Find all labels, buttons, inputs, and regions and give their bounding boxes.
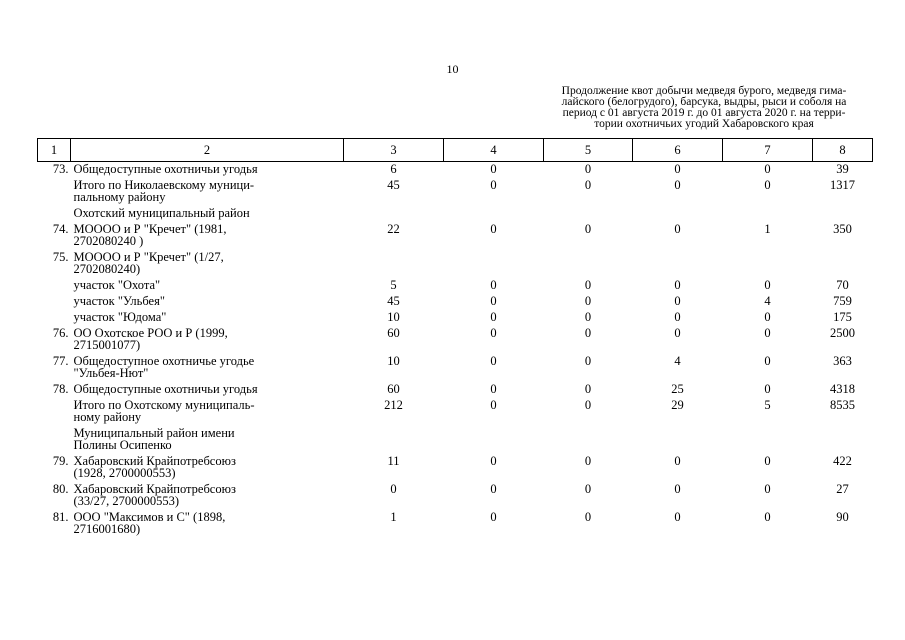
area-name: Муниципальный район имени Полины Осипенко: [73, 426, 235, 452]
area-name: Общедоступные охотничьи угодья: [73, 162, 258, 176]
table-row: [38, 510, 873, 538]
col-5-value: 0: [584, 510, 592, 524]
col-6-value: [633, 250, 723, 278]
col-8-value: 2500: [830, 326, 855, 340]
table-row: [38, 326, 873, 354]
col-6-value: 0: [674, 482, 681, 496]
area-name: ОО Охотское РОО и Р (1999, 2715001077): [73, 326, 228, 352]
col-7-value: [723, 206, 813, 222]
col-3-value: 10: [387, 354, 400, 368]
col-8-value: [813, 250, 873, 278]
row-number: 73.: [52, 162, 69, 176]
col-6-value: 25: [671, 382, 684, 396]
col-4-value: [444, 426, 544, 454]
col-4-value: 0: [490, 326, 497, 340]
col-4-value: 0: [490, 222, 497, 236]
area-name: участок "Ульбея": [73, 294, 165, 308]
col-3-value: 11: [387, 454, 400, 468]
table-header-row: [38, 139, 873, 162]
area-name: Итого по Николаевскому муници- пальному району: [73, 178, 255, 204]
table-row: [38, 310, 873, 326]
caption-line: период с 01 августа 2019 г. до 01 августа 2020 г. на терри-: [562, 107, 846, 119]
col-5-value: [544, 426, 633, 454]
row-number: [38, 310, 71, 326]
row-number: 81.: [52, 510, 69, 524]
row-number: 74.: [52, 222, 69, 236]
table-row: [38, 250, 873, 278]
col-5-value: 0: [584, 382, 592, 396]
table-caption: [538, 86, 870, 130]
area-name: Хабаровский Крайпотребсоюз (33/27, 2700000553): [73, 482, 236, 508]
col-3-value: 60: [387, 326, 400, 340]
col-8-value: 350: [833, 222, 852, 236]
col-8-value: 90: [836, 510, 849, 524]
col-6-value: 0: [674, 294, 681, 308]
col-8-value: 1317: [830, 178, 855, 192]
column-header-3: 3: [344, 139, 444, 162]
col-6-value: [633, 206, 723, 222]
col-6-value: 0: [674, 310, 681, 324]
col-7-value: 0: [764, 454, 771, 468]
col-8-value: 8535: [830, 398, 855, 412]
col-5-value: 0: [584, 294, 592, 308]
column-header-2: 2: [71, 139, 344, 162]
table-row: [38, 398, 873, 426]
table-row: [38, 178, 873, 206]
row-number: [38, 426, 71, 454]
col-7-value: 0: [764, 382, 771, 396]
caption-line: лайского (белогрудого), барсука, выдры, рыси и соболя на: [561, 96, 847, 108]
col-3-value: 10: [387, 310, 400, 324]
col-5-value: 0: [584, 162, 592, 176]
area-name: ООО "Максимов и С" (1898, 2716001680): [73, 510, 226, 536]
area-name: МОООО и Р "Кречет" (1981, 2702080240 ): [73, 222, 227, 248]
col-4-value: 0: [490, 382, 497, 396]
table-row: [38, 222, 873, 250]
col-7-value: 0: [764, 310, 771, 324]
col-5-value: 0: [584, 354, 592, 368]
col-4-value: 0: [490, 354, 497, 368]
area-name: МОООО и Р "Кречет" (1/27, 2702080240): [73, 250, 224, 276]
table-row: [38, 354, 873, 382]
col-4-value: 0: [490, 162, 497, 176]
column-header-6: 6: [633, 139, 723, 162]
col-7-value: 0: [764, 178, 771, 192]
col-8-value: 363: [833, 354, 852, 368]
col-8-value: [813, 426, 873, 454]
col-8-value: 70: [836, 278, 849, 292]
col-3-value: 1: [390, 510, 397, 524]
area-name: участок "Охота": [73, 278, 161, 292]
area-name: Охотский муниципальный район: [73, 206, 250, 220]
row-number: 79.: [52, 454, 69, 468]
table-body: [38, 162, 873, 539]
col-5-value: 0: [584, 222, 592, 236]
table-row: [38, 454, 873, 482]
col-3-value: 22: [387, 222, 400, 236]
table-row: [38, 294, 873, 310]
col-3-value: 45: [387, 178, 400, 192]
col-7-value: 1: [764, 222, 771, 236]
col-6-value: 0: [674, 178, 681, 192]
col-8-value: 39: [836, 162, 849, 176]
caption-line: тории охотничьих угодий Хабаровского края: [594, 118, 814, 130]
col-3-value: 0: [390, 482, 397, 496]
col-7-value: 5: [764, 398, 771, 412]
col-7-value: 4: [764, 294, 771, 308]
row-number: [38, 206, 71, 222]
row-number: [38, 278, 71, 294]
col-8-value: 759: [833, 294, 852, 308]
row-number: 77.: [52, 354, 69, 368]
col-7-value: 0: [764, 162, 771, 176]
col-3-value: 212: [384, 398, 403, 412]
col-6-value: 0: [674, 162, 681, 176]
quota-table: [37, 138, 873, 538]
col-7-value: 0: [764, 326, 771, 340]
row-number: [38, 178, 71, 206]
col-3-value: 6: [390, 162, 397, 176]
col-6-value: 0: [674, 326, 681, 340]
col-6-value: [633, 426, 723, 454]
table-row: [38, 278, 873, 294]
col-5-value: 0: [584, 482, 592, 496]
col-6-value: 0: [674, 454, 681, 468]
table-row: [38, 482, 873, 510]
col-5-value: 0: [584, 398, 592, 412]
table-row: [38, 206, 873, 222]
caption-line: Продолжение квот добычи медведя бурого, медведя гима-: [561, 85, 847, 97]
table-row: [38, 162, 873, 179]
table-row: [38, 382, 873, 398]
col-4-value: 0: [490, 178, 497, 192]
col-3-value: 5: [390, 278, 397, 292]
col-5-value: [544, 206, 633, 222]
column-header-4: 4: [444, 139, 544, 162]
row-number: 78.: [52, 382, 69, 396]
col-4-value: [444, 250, 544, 278]
col-7-value: 0: [764, 278, 771, 292]
col-7-value: 0: [764, 482, 771, 496]
col-8-value: 422: [833, 454, 852, 468]
col-3-value: 45: [387, 294, 400, 308]
row-number: 76.: [52, 326, 69, 340]
col-3-value: [344, 426, 444, 454]
col-4-value: 0: [490, 510, 497, 524]
col-8-value: 27: [836, 482, 849, 496]
col-5-value: 0: [584, 310, 592, 324]
column-header-1: 1: [38, 139, 71, 162]
col-8-value: 175: [833, 310, 852, 324]
col-3-value: [344, 250, 444, 278]
col-4-value: 0: [490, 482, 497, 496]
col-5-value: 0: [584, 178, 592, 192]
col-4-value: [444, 206, 544, 222]
row-number: 75.: [52, 250, 69, 264]
col-4-value: 0: [490, 398, 497, 412]
col-3-value: [344, 206, 444, 222]
col-8-value: [813, 206, 873, 222]
col-6-value: 29: [671, 398, 684, 412]
table-row: [38, 426, 873, 454]
col-4-value: 0: [490, 454, 497, 468]
area-name: Общедоступные охотничьи угодья: [73, 382, 258, 396]
row-number: 80.: [52, 482, 69, 496]
col-5-value: 0: [584, 454, 592, 468]
col-7-value: [723, 250, 813, 278]
col-4-value: 0: [490, 310, 497, 324]
page-number: 10: [446, 62, 459, 76]
column-header-8: 8: [813, 139, 873, 162]
col-7-value: 0: [764, 354, 771, 368]
area-name: Общедоступное охотничье угодье "Ульбея-Нют": [73, 354, 255, 380]
col-6-value: 4: [674, 354, 681, 368]
col-6-value: 0: [674, 278, 681, 292]
column-header-5: 5: [544, 139, 633, 162]
col-5-value: 0: [584, 326, 592, 340]
col-5-value: [544, 250, 633, 278]
row-number: [38, 294, 71, 310]
col-7-value: [723, 426, 813, 454]
area-name: Хабаровский Крайпотребсоюз (1928, 2700000553): [73, 454, 236, 480]
area-name: участок "Юдома": [73, 310, 167, 324]
col-7-value: 0: [764, 510, 771, 524]
row-number: [38, 398, 71, 426]
area-name: Итого по Охотскому муниципаль- ному району: [73, 398, 255, 424]
col-8-value: 4318: [830, 382, 855, 396]
col-6-value: 0: [674, 510, 681, 524]
column-header-7: 7: [723, 139, 813, 162]
col-3-value: 60: [387, 382, 400, 396]
col-5-value: 0: [584, 278, 592, 292]
col-4-value: 0: [490, 294, 497, 308]
col-4-value: 0: [490, 278, 497, 292]
col-6-value: 0: [674, 222, 681, 236]
